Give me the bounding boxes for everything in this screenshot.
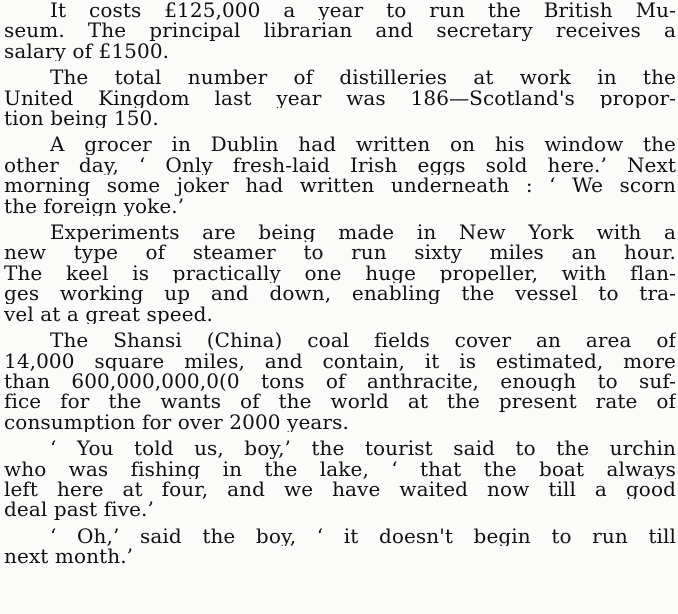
text-line: The total number of distilleries at work in the bbox=[50, 67, 676, 88]
paragraph-tourist-urchin bbox=[4, 438, 676, 520]
text-line: salary of £1500. bbox=[4, 40, 170, 62]
text-line: next month.’ bbox=[4, 546, 134, 567]
paragraph-distilleries bbox=[4, 67, 676, 128]
paragraph-dublin-grocer bbox=[4, 134, 676, 216]
text-line: It costs £125,000 a year to run the British Mu- bbox=[50, 0, 676, 21]
text-line: United Kingdom last year was 186—Scotland's propor- bbox=[4, 87, 676, 109]
text-line: The Shansi (China) coal fields cover an area of bbox=[50, 330, 676, 351]
text-line: ges working up and down, enabling the vessel to tra- bbox=[4, 283, 676, 304]
text-line: vel at a great speed. bbox=[4, 303, 214, 325]
text-line: seum. The principal librarian and secretary receives a bbox=[4, 20, 676, 41]
text-line: consumption for over 2000 years. bbox=[4, 411, 349, 433]
text-line: deal past five.’ bbox=[4, 499, 154, 520]
text-line: 14,000 square miles, and contain, it is estimated, more bbox=[4, 350, 676, 371]
text-line: ‘ Oh,’ said the boy, ‘ it doesn't begin to run till bbox=[50, 525, 676, 547]
text-line: than 600,000,000,0(0 tons of anthracite, enough to suf- bbox=[4, 370, 676, 392]
paragraph-shansi-coal bbox=[4, 330, 676, 432]
text-line: Experiments are being made in New York with a bbox=[50, 222, 676, 243]
text-line: other day, ‘ Only fresh-laid Irish eggs sold here.’ Next bbox=[4, 154, 676, 176]
paragraph-steamer-experiments bbox=[4, 222, 676, 324]
text-line: left here at four, and we have waited now till a good bbox=[4, 478, 676, 500]
text-line: ‘ You told us, boy,’ the tourist said to the urchin bbox=[50, 438, 676, 459]
text-line: The keel is practically one huge propeller, with flan- bbox=[4, 262, 676, 284]
paragraph-boy-reply bbox=[4, 526, 676, 567]
text-line: new type of steamer to run sixty miles an hour. bbox=[4, 242, 676, 263]
text-line: the foreign yoke.’ bbox=[4, 195, 185, 217]
text-line: tion being 150. bbox=[4, 108, 159, 129]
paragraph-british-museum bbox=[4, 0, 676, 61]
text-line: fice for the wants of the world at the present rate of bbox=[4, 391, 676, 412]
text-line: who was fishing in the lake, ‘ that the boat always bbox=[4, 458, 676, 479]
text-line: morning some joker had written underneath : ‘ We scorn bbox=[4, 175, 676, 196]
text-line: A grocer in Dublin had written on his window the bbox=[50, 134, 676, 155]
